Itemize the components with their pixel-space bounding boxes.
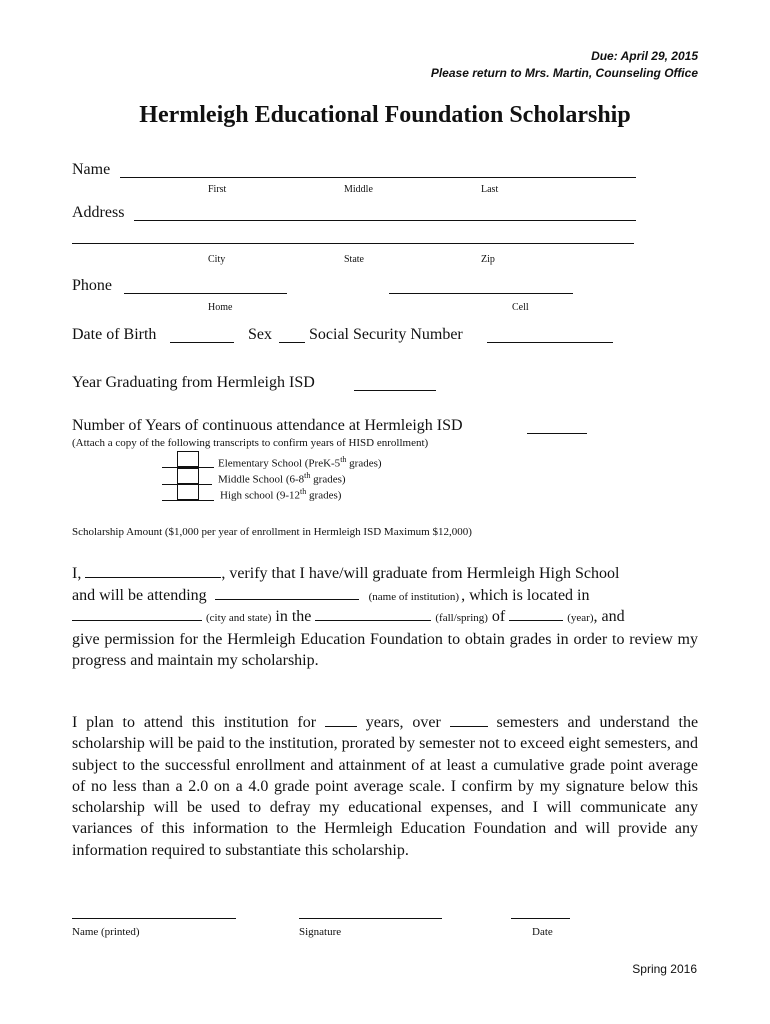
plan-paragraph: I plan to attend this institution for years, over semesters and understand the scholarship will be paid to the institution, prorated by semester not to exceed eight semesters, and subject to the successful enrollment and attainment of at least a cumulative grade point average of no less than a 2.0 on a 4.0 grade point average scale. I confirm by my signature below this scholarship will be used to defray my educational expenses, and I will communicate any variances of this information to the Hermleigh Education Foundation and will provide any information required to substantiate this scholarship. (72, 714, 699, 859)
cell-caption: Cell (512, 302, 529, 313)
state-caption: State (344, 254, 364, 265)
name-label: Name (72, 161, 111, 178)
year-blank[interactable] (509, 607, 563, 621)
footer-term: Spring 2016 (632, 962, 697, 976)
high-school-checkbox[interactable] (177, 484, 199, 500)
name-printed-caption: Name (printed) (72, 926, 140, 938)
institution-blank[interactable] (215, 586, 359, 600)
middle-school-label: Middle School (6-8th grades) (218, 471, 346, 486)
permission-paragraph: give permission for the Hermleigh Education Foundation to obtain grades in order to review my progress and maintain my scholarship. (72, 631, 698, 670)
due-date: Due: April 29, 2015 (591, 49, 698, 63)
signature-caption: Signature (299, 926, 342, 938)
year-graduating-label: Year Graduating from Hermleigh ISD (72, 374, 315, 391)
term-blank[interactable] (315, 607, 431, 621)
high-school-label: High school (9-12th grades) (220, 487, 342, 502)
date-caption: Date (532, 926, 553, 938)
middle-caption: Middle (344, 184, 373, 195)
years-attendance-label: Number of Years of continuous attendance at Hermleigh ISD (72, 417, 463, 434)
cell-phone-field[interactable] (389, 293, 573, 294)
transcripts-note: (Attach a copy of the following transcripts to confirm years of HISD enrollment) (72, 437, 429, 449)
sex-label: Sex (248, 326, 272, 343)
last-caption: Last (481, 184, 499, 195)
middle-school-checkbox[interactable] (177, 468, 199, 484)
sex-field[interactable] (279, 342, 305, 343)
address-label: Address (72, 204, 125, 221)
years-blank[interactable] (325, 713, 357, 727)
ssn-label: Social Security Number (309, 326, 463, 343)
home-phone-field[interactable] (124, 293, 287, 294)
years-attendance-field[interactable] (527, 433, 587, 434)
address-line-2-field[interactable] (72, 243, 634, 244)
city-state-blank[interactable] (72, 607, 202, 621)
date-line[interactable] (511, 918, 570, 919)
name-field[interactable] (120, 177, 636, 178)
zip-caption: Zip (481, 254, 495, 265)
year-graduating-field[interactable] (354, 390, 436, 391)
address-field[interactable] (134, 220, 636, 221)
city-caption: City (208, 254, 226, 265)
verify-line-1: I, , verify that I have/will graduate from Hermleigh High School (72, 565, 620, 582)
dob-label: Date of Birth (72, 326, 157, 343)
elementary-checkbox[interactable] (177, 451, 199, 467)
transcript-line (162, 500, 214, 501)
home-caption: Home (208, 302, 233, 313)
student-name-blank[interactable] (85, 564, 221, 578)
page-title: Hermleigh Educational Foundation Scholarship (139, 102, 631, 128)
signature-line[interactable] (299, 918, 442, 919)
dob-field[interactable] (170, 342, 234, 343)
ssn-field[interactable] (487, 342, 613, 343)
return-instructions: Please return to Mrs. Martin, Counseling Office (430, 66, 698, 80)
scholarship-amount: Scholarship Amount ($1,000 per year of enrollment in Hermleigh ISD Maximum $12,000) (72, 526, 472, 538)
verify-line-3: (city and state) in the (fall/spring) of (year), and (72, 607, 698, 626)
first-caption: First (208, 184, 227, 195)
verify-line-2: and will be attending (name of institution) , which is located in (72, 587, 590, 604)
semesters-blank[interactable] (450, 713, 488, 727)
phone-label: Phone (72, 277, 112, 294)
name-printed-line[interactable] (72, 918, 236, 919)
elementary-label: Elementary School (PreK-5th grades) (218, 455, 382, 470)
